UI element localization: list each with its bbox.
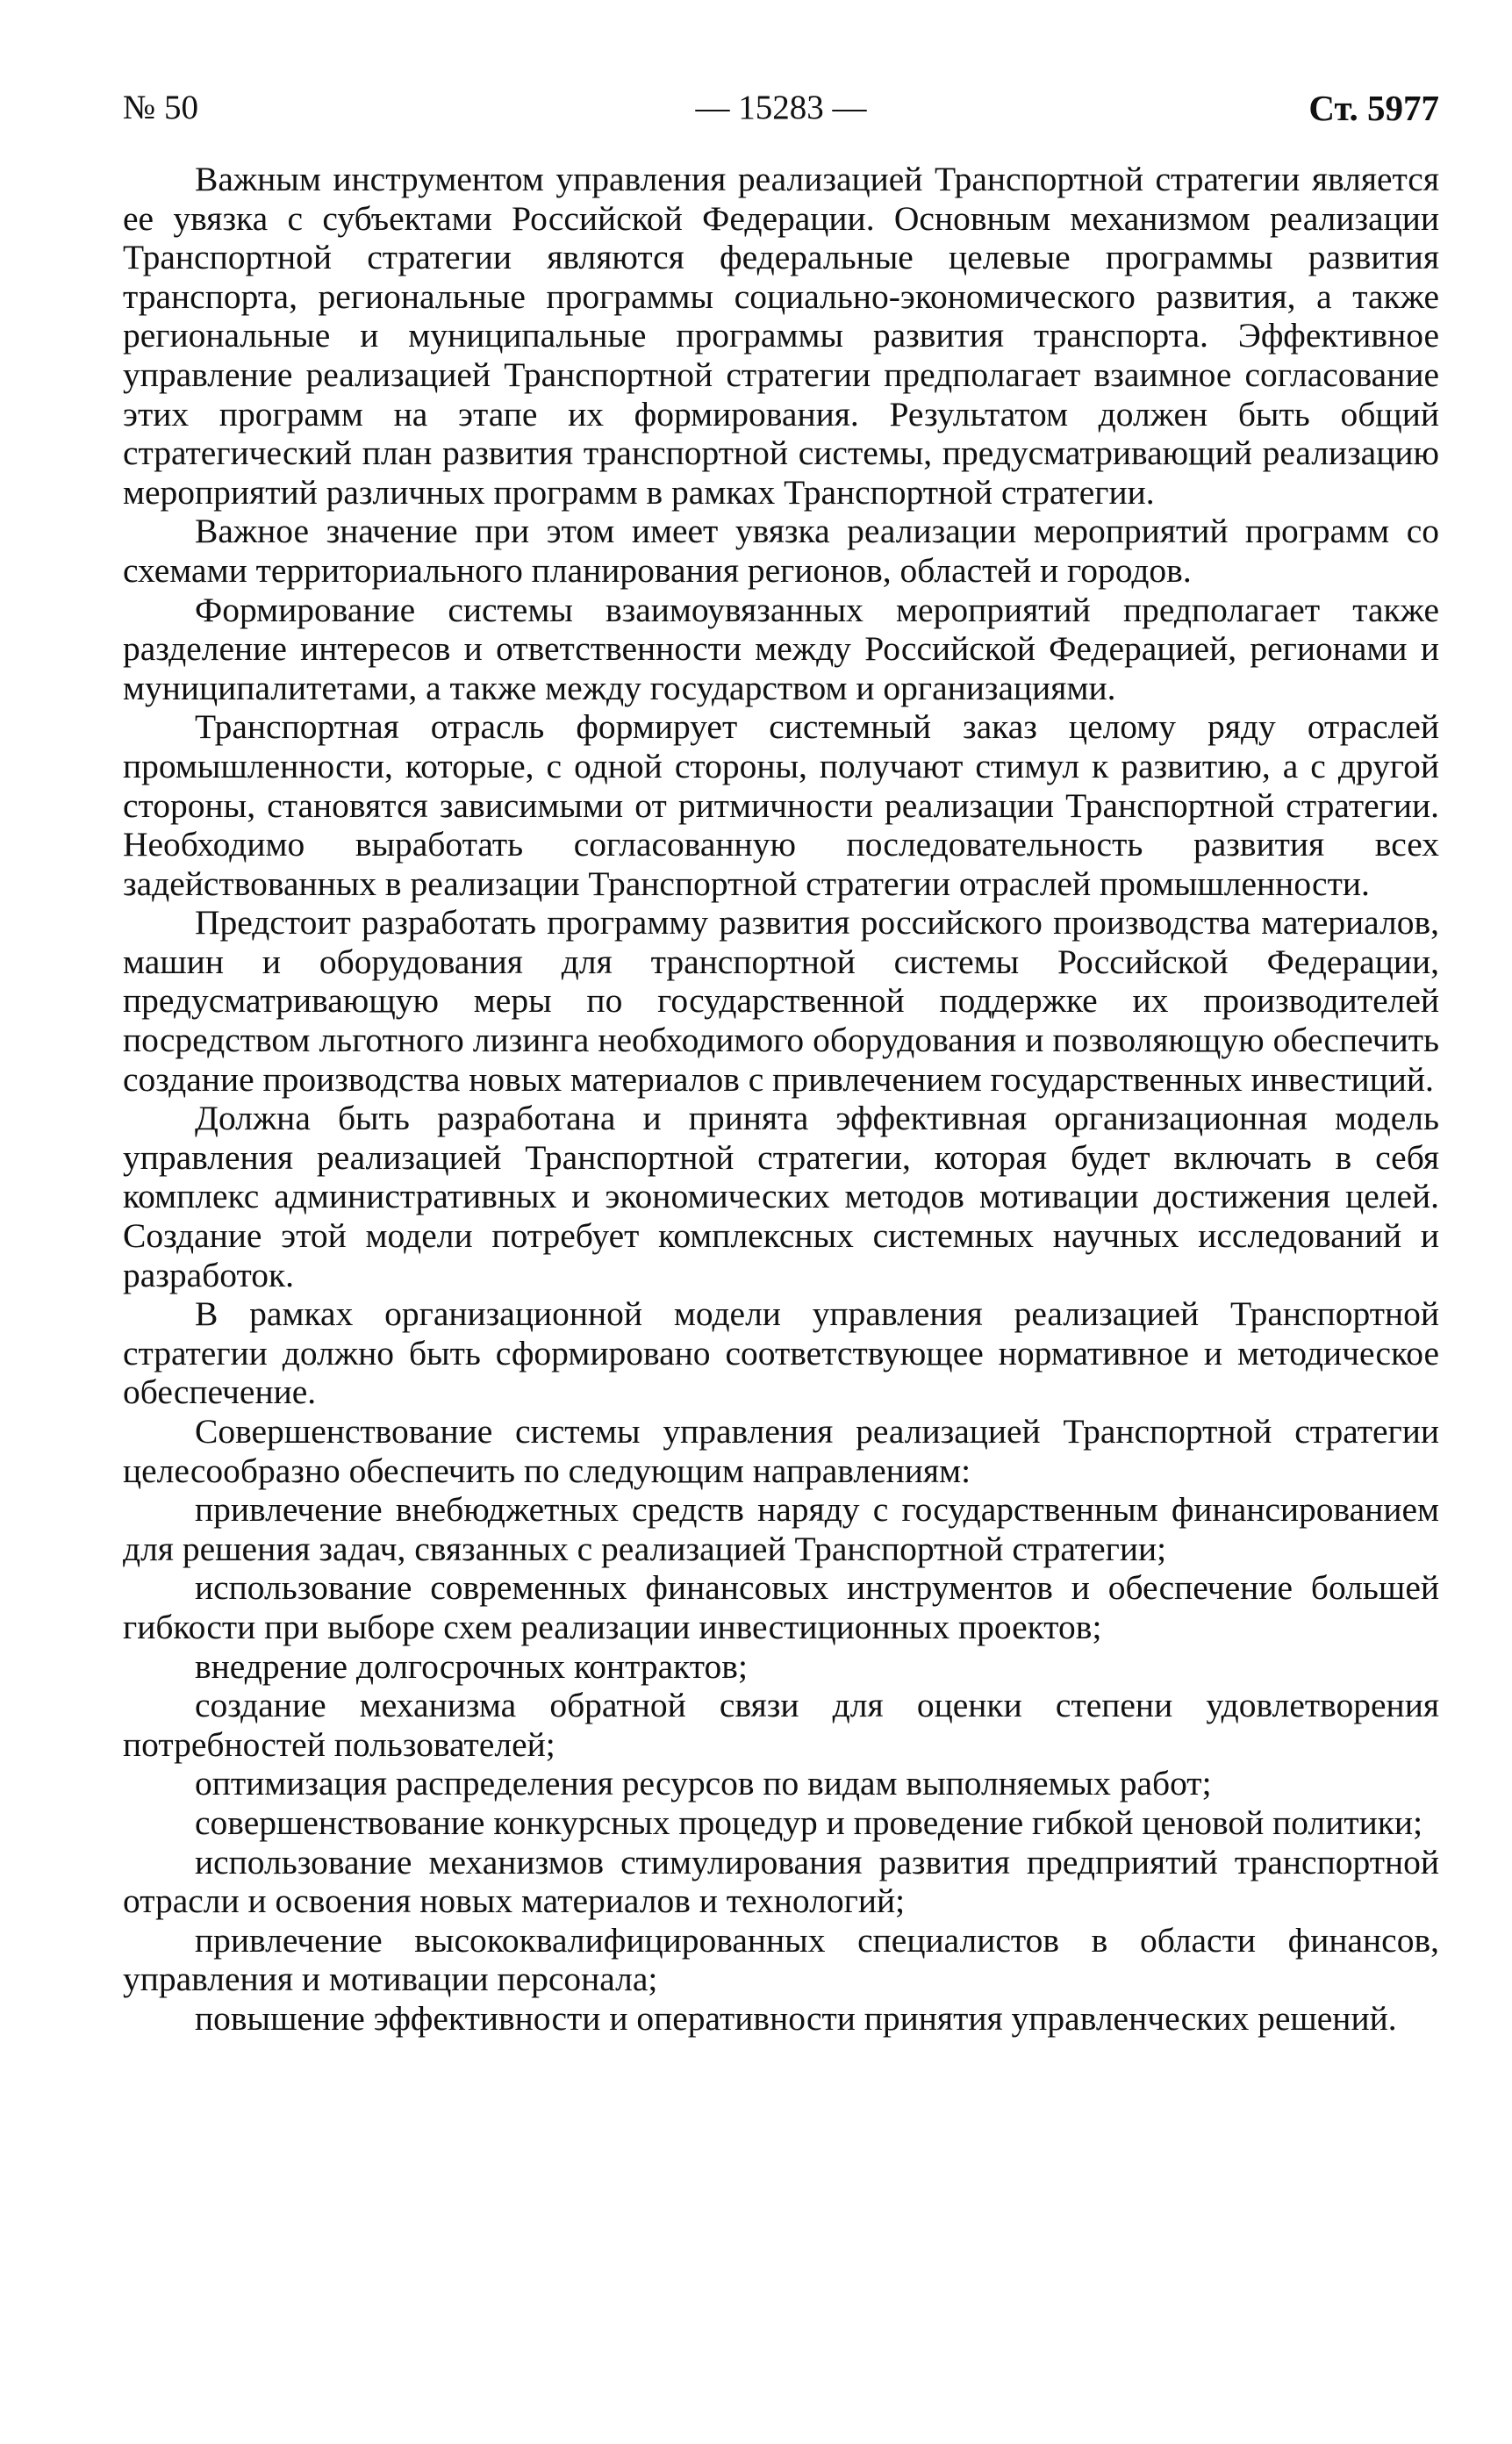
paragraph: Совершенствование системы управления реализацией Транспортной стратегии целесообразно обеспечить по следующим направлениям: — [123, 1412, 1439, 1490]
list-item: внедрение долгосрочных контрактов; — [195, 1646, 748, 1686]
list-item: создание механизма обратной связи для оценки степени удовлетворения потребностей пользователей; — [123, 1686, 1439, 1764]
page-header — [123, 81, 1439, 135]
paragraph: Предстоит разработать программу развития российского производства материалов, машин и оборудования для транспортной системы Российской Федерации, предусматривающую меры по государственной поддержке их производителей посредством льготного лизинга необходимого оборудования и позволяющую обеспечить создание производства новых материалов с привлечением государственных инвестиций. — [123, 903, 1439, 1099]
paragraph: В рамках организационной модели управления реализацией Транспортной стратегии должно быть сформировано соответствующее нормативное и методическое обеспечение. — [123, 1294, 1439, 1412]
list-item: привлечение высококвалифицированных специалистов в области финансов, управления и мотивации персонала; — [123, 1920, 1439, 1999]
article-number: Ст. 5977 — [1308, 88, 1439, 128]
list-item: использование механизмов стимулирования развития предприятий транспортной отрасли и освоения новых материалов и технологий; — [123, 1842, 1439, 1921]
issue-number: № 50 — [123, 89, 198, 126]
document-page — [123, 81, 1439, 2039]
list-item: привлечение внебюджетных средств наряду с государственным финансированием для решения задач, связанных с реализацией Транспортной стратегии; — [123, 1490, 1439, 1568]
paragraph: Важным инструментом управления реализацией Транспортной стратегии является ее увязка с субъектами Российской Федерации. Основным механизмом реализации Транспортной стратегии являются федеральные целевые программы развития транспорта, региональные программы социально-экономического развития, а также региональные и муниципальные программы развития транспорта. Эффективное управление реализацией Транспортной стратегии предполагает взаимное согласование этих программ на этапе их формирования. Результатом должен быть общий стратегический план развития транспортной системы, предусматривающий реализацию мероприятий различных программ в рамках Транспортной стратегии. — [123, 160, 1439, 512]
paragraph: Транспортная отрасль формирует системный заказ целому ряду отраслей промышленности, которые, с одной стороны, получают стимул к развитию, а с другой стороны, становятся зависимыми от ритмичности реализации Транспортной стратегии. Необходимо выработать согласованную последовательность развития всех задействованных в реализации Транспортной стратегии отраслей промышленности. — [123, 707, 1439, 903]
paragraph: Формирование системы взаимоувязанных мероприятий предполагает также разделение интересов и ответственности между Российской Федерацией, регионами и муниципалитетами, а также между государством и организациями. — [123, 590, 1439, 707]
list-item: совершенствование конкурсных процедур и проведение гибкой ценовой политики; — [195, 1803, 1423, 1842]
list-item: повышение эффективности и оперативности принятия управленческих решений. — [195, 1998, 1397, 2038]
paragraph: Важное значение при этом имеет увязка реализации мероприятий программ со схемами территориального планирования регионов, областей и городов. — [123, 512, 1439, 590]
list-item: оптимизация распределения ресурсов по видам выполняемых работ; — [195, 1764, 1212, 1803]
paragraph: Должна быть разработана и принята эффективная организационная модель управления реализацией Транспортной стратегии, которая будет включать в себя комплекс административных и экономических методов мотивации достижения целей. Создание этой модели потребует комплексных системных научных исследований и разработок. — [123, 1099, 1439, 1294]
document-body — [123, 160, 1439, 2039]
list-item: использование современных финансовых инструментов и обеспечение большей гибкости при выборе схем реализации инвестиционных проектов; — [123, 1568, 1439, 1646]
page-number: — 15283 — — [695, 89, 867, 126]
